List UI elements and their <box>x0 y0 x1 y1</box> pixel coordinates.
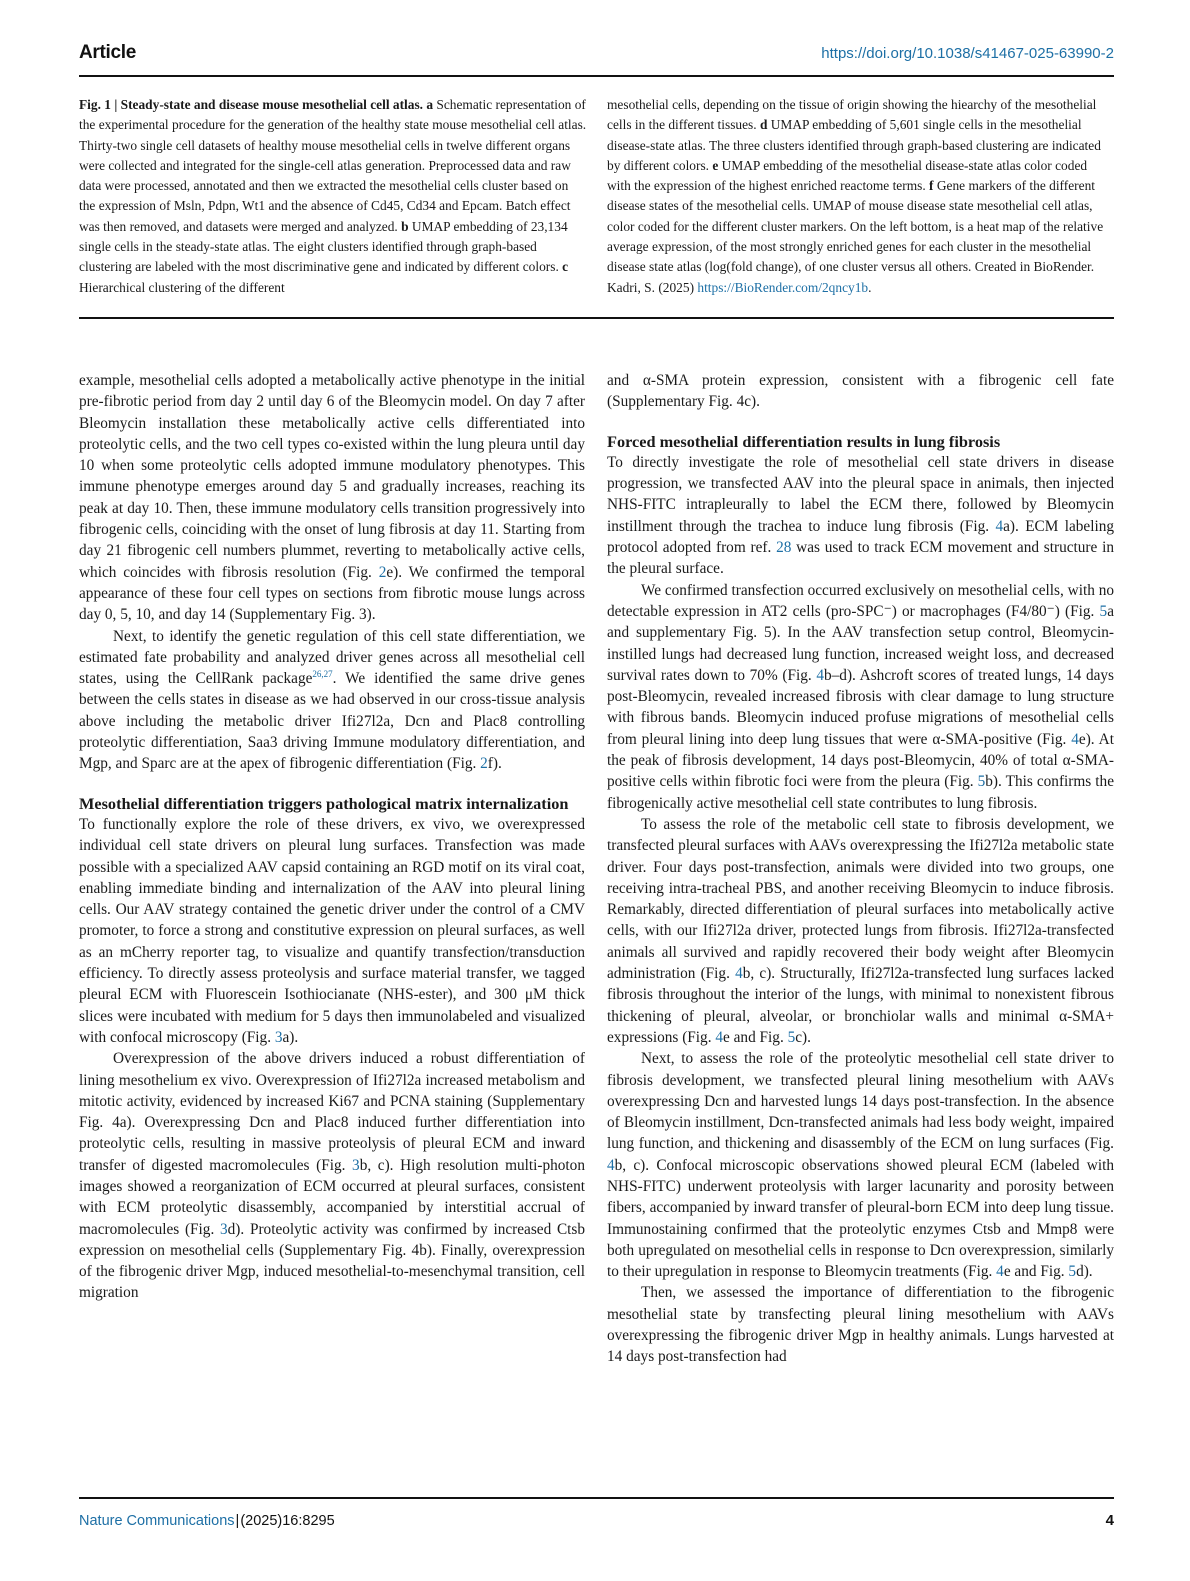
doi-link[interactable]: https://doi.org/10.1038/s41467-025-63990-2 <box>821 45 1114 62</box>
footer-separator: | <box>235 1513 240 1529</box>
footer-divider <box>79 1497 1114 1499</box>
journal-name-link[interactable]: Nature Communications <box>79 1513 235 1529</box>
figure-ref-link[interactable]: 4 <box>607 1156 615 1174</box>
footer-citation <box>79 1513 335 1529</box>
caption-end-period: . <box>868 279 872 295</box>
figure-ref-link[interactable]: 4 <box>715 1028 724 1046</box>
paragraph: Next, to assess the role of the proteolytic mesothelial cell state driver to fibrosis development, we transfected pleural lining mesothelium with AAVs overexpressing Dcn and harvested lungs 14 days post-transfection. In the absence of Bleomycin instillment, Dcn-transfected animals had less body weight, impaired lung function, and thickening and disassembly of the ECM on lung surfaces (Fig. 4b, c). Confocal microscopic observations showed pleural ECM (labeled with NHS-FITC) underwent proteolysis with larger lacunarity and porosity between fibers, accompanied by inward transfer of pleural-born ECM into deep lung tissue. Immunostaining confirmed that the proteolytic enzymes Ctsb and Mmp8 were both upregulated on mesothelial cells in response to Dcn overexpression, similarly to their upregulation in response to Bleomycin treatments (Fig. 4e and Fig. 5d). <box>607 1050 1114 1281</box>
figure-ref-link[interactable]: 3 <box>274 1028 283 1046</box>
caption-panel-e-text: UMAP embedding of the mesothelial disease-state atlas color coded with the expression of the highest enriched reactome terms. <box>607 157 1088 194</box>
caption-panel-f-label: f <box>929 178 937 194</box>
body-column-left <box>79 370 585 1304</box>
page-header <box>79 42 1114 72</box>
caption-panel-c-text-cont: mesothelial cells, depending on the tissue of origin showing the hiearchy of the mesothelial cells in the different tissues. <box>607 97 1097 133</box>
figure-ref-link[interactable]: 3 <box>352 1156 360 1174</box>
figure-ref-link[interactable]: 5 <box>787 1028 796 1046</box>
figure-caption-left <box>79 95 587 298</box>
paragraph: To functionally explore the role of these drivers, ex vivo, we overexpressed individual cell state drivers on pleural lung surfaces. Transfection was made possible with a specialized AAV capsid containing an RGD motif on its viral coat, enabling immediate binding and internalization of the AAV into pleural lining cells. Our AAV strategy contained the genetic driver under the control of a CMV promoter, to force a strong and constitutive expression on pleural surfaces, as well as an mCherry reporter tag, to visualize and quantify transfection/transduction efficiency. To directly assess proteolysis and surface material transfer, we tagged pleural ECM with Fluorescein Isothiocianate (NHS-ester), and 300 μM thick slices were incubated with medium for 5 days then immunolabeled and visualized with confocal microscopy (Fig. 3a). <box>79 815 585 1046</box>
header-divider <box>79 75 1114 77</box>
page-footer <box>79 1512 1114 1529</box>
caption-panel-c-text: Hierarchical clustering of the different <box>79 279 285 295</box>
figure-ref-link[interactable]: 5 <box>977 773 986 791</box>
section-heading: Mesothelial differentiation triggers pathological matrix internalization <box>79 793 569 813</box>
caption-panel-b-label: b <box>401 218 412 234</box>
article-type-label: Article <box>79 42 137 63</box>
caption-divider <box>79 317 1114 319</box>
paragraph: Next, to identify the genetic regulation of this cell state differentiation, we estimated fate probability and analyzed driver genes across all mesothelial cell states, using the CellRank package$^{26,27}$. We identified the same drive genes between the cells states in disease as we had observed in our cross-tissue analysis above including the metabolic driver Ifi27l2a, Dcn and Plac8 controlling proteolytic differentiation, Saa3 driving Immune modulatory differentiation, and Mgp, and Sparc are at the apex of fibrogenic differentiation (Fig. 2f). <box>79 627 586 773</box>
figure-ref-link[interactable]: 4 <box>735 965 743 983</box>
caption-panel-a-text: Schematic representation of the experimental procedure for the generation of the healthy state mouse mesothelial cell atlas. Thirty-two single cell datasets of healthy mouse mesothelial cells in twelve different organs were collected and integrated for the single-cell atlas generation. Preprocessed data and raw data were processed, annotated and then we extracted the mesothelial cells cluster based on the expression of Msln, Pdpn, Wt1 and the absence of Cd45, Cd34 and Epcam. Batch effect was then removed, and datasets were merged and analyzed. <box>79 97 587 234</box>
caption-panel-d-text: UMAP embedding of 5,601 single cells in the mesothelial disease-state atlas. The three clusters identified through graph-based clustering are indicated by different colors. <box>607 117 1101 173</box>
figure-ref-link[interactable]: 4 <box>996 1263 1004 1281</box>
paragraph: Then, we assessed the importance of differentiation to the fibrogenic mesothelial state by transfecting pleural lining mesothelium with AAVs overexpressing the fibrogenic driver Mgp in healthy animals. Lungs harvested at 14 days post-transfection had <box>607 1284 1114 1366</box>
section-heading: Forced mesothelial differentiation results in lung fibrosis <box>607 431 1001 451</box>
figure-caption-right <box>607 95 1114 298</box>
paragraph: To assess the role of the metabolic cell state to fibrosis development, we transfected pleural surfaces with AAVs overexpressing the Ifi27l2a metabolic state driver. Four days post-transfection, animals were divided into two groups, one receiving intra-tracheal PBS, and another receiving Bleomycin to induce fibrosis. Remarkably, directed differentiation of pleural surfaces into metabolically active cells, with our Ifi27l2a driver, protected lungs from fibrosis. Ifi27l2a-transfected animals all survived and rapidly recovered their body weight after Bleomycin administration (Fig. 4b, c). Structurally, Ifi27l2a-transfected lung surfaces lacked fibrosis throughout the interior of the lungs, with minimal to nonexistent fibrous thickening of pleural, alveolar, or bronchiolar walls and minimal α-SMA+ expressions (Fig. 4e and Fig. 5c). <box>607 815 1114 1046</box>
volume-citation: (2025)16:8295 <box>240 1513 335 1529</box>
paragraph: and α-SMA protein expression, consistent with a fibrogenic cell fate (Supplementary Fig. 4c). <box>607 372 1114 411</box>
caption-panel-c-label: c <box>562 259 569 275</box>
figure-ref-link[interactable]: 2 <box>480 755 488 773</box>
caption-panel-b-text: UMAP embedding of 23,134 single cells in the steady-state atlas. The eight clusters identified through graph-based clustering are labeled with the most discriminative gene and indicated by different colors. <box>79 218 568 275</box>
figure-ref-link[interactable]: 5 <box>1068 1263 1077 1281</box>
biorender-link[interactable]: https://BioRender.com/2qncy1b <box>697 279 869 295</box>
page-number: 4 <box>1105 1512 1114 1529</box>
figure-ref-link[interactable]: 3 <box>220 1220 228 1238</box>
body-column-right <box>607 370 1114 1368</box>
figure-ref-link[interactable]: 2 <box>378 563 387 581</box>
caption-panel-a-label: a <box>426 97 437 112</box>
paragraph: We confirmed transfection occurred exclusively on mesothelial cells, with no detectable expression in AT2 cells (pro-SPC⁻) or macrophages (F4/80⁻) (Fig. 5a and supplementary Fig. 5). In the AAV transfection setup control, Bleomycin-instilled lungs had decreased lung function, increased weight loss, and decreased survival rates down to 70% (Fig. 4b–d). Ashcroft scores of treated lungs, 14 days post-Bleomycin, revealed increased fibrosis with clear damage to lung structure with fibrous bands. Bleomycin induced profuse migrations of mesothelial cells from pleural lining into deep lung tissues that were α-SMA-positive (Fig. 4e). At the peak of fibrosis development, 14 days post-Bleomycin, 40% of total α-SMA-positive cells within fibrotic foci were from the pleura (Fig. 5b). This confirms the fibrogenically active mesothelial cell state contributes to lung fibrosis. <box>607 581 1115 812</box>
figure-ref-link[interactable]: 4 <box>816 666 824 684</box>
figure-ref-link[interactable]: 4 <box>995 517 1004 535</box>
citation-ref-link[interactable]: 28 <box>776 539 792 557</box>
citation-ref-link[interactable]: 26,27 <box>312 669 333 680</box>
caption-panel-e-label: e <box>712 157 722 173</box>
paragraph: example, mesothelial cells adopted a metabolically active phenotype in the initial pre-fibrotic period from day 2 until day 6 of the Bleomycin model. On day 7 after Bleomycin installation these metabolically active cells differentiated into proteolytic cells, and the two cell types co-existed within the lung pleura until day 10 when some proteolytic cells adopted immune modulatory phenotypes. This immune phenotype emerges around day 5 and gradually increases, reaching its peak at day 10. Then, these immune modulatory cells transition progressively into fibrogenic cells, coinciding with the onset of lung fibrosis at day 11. Starting from day 21 fibrogenic cell numbers plummet, reverting to metabolically active cells, which coincides with fibrosis resolution (Fig. 2e). We confirmed the temporal appearance of these four cell types on sections from fibrotic mouse lungs across day 0, 5, 10, and day 14 (Supplementary Fig. 3). <box>79 372 585 624</box>
figure-ref-link[interactable]: 4 <box>1071 730 1079 748</box>
figure-ref-link[interactable]: 5 <box>1099 602 1108 620</box>
paragraph: Overexpression of the above drivers induced a robust differentiation of lining mesothelium ex vivo. Overexpression of Ifi27l2a increased metabolism and mitotic activity, evidenced by increased Ki67 and PCNA staining (Supplementary Fig. 4a). Overexpressing Dcn and Plac8 induced further differentiation into proteolytic cells, resulting in massive proteolysis of pleural ECM and inward transfer of digested macromolecules (Fig. 3b, c). High resolution multi-photon images showed a reorganization of ECM occurred at pleural surfaces, consistent with ECM proteolytic disassembly, accompanied by interstitial accrual of macromolecules (Fig. 3d). Proteolytic activity was confirmed by increased Ctsb expression on mesothelial cells (Supplementary Fig. 4b). Finally, overexpression of the fibrogenic driver Mgp, induced mesothelial-to-mesenchymal transition, cell migration <box>79 1050 585 1302</box>
caption-panel-d-label: d <box>759 117 771 133</box>
paragraph: To directly investigate the role of mesothelial cell state drivers in disease progression, we transfected AAV into the pleural space in animals, then injected NHS-FITC intrapleurally to label the ECM there, followed by Bleomycin instillment through the trachea to induce lung fibrosis (Fig. 4a). ECM labeling protocol adopted from ref. 28 was used to track ECM movement and structure in the pleural surface. <box>607 453 1115 578</box>
caption-panel-f-text: Gene markers of the different disease states of the mesothelial cells. UMAP of mouse disease state mesothelial cell atlas, color coded for the different cluster markers. On the left bottom, is a heat map of the relative average expression, of the most strongly enriched genes for each cluster in the mesothelial disease state atlas (log(fold change), of one cluster versus all others. Created in BioRender. Kadri, S. (2025) <box>607 178 1104 295</box>
figure-caption-title: Fig. 1 | Steady-state and disease mouse mesothelial cell atlas. <box>79 97 427 112</box>
